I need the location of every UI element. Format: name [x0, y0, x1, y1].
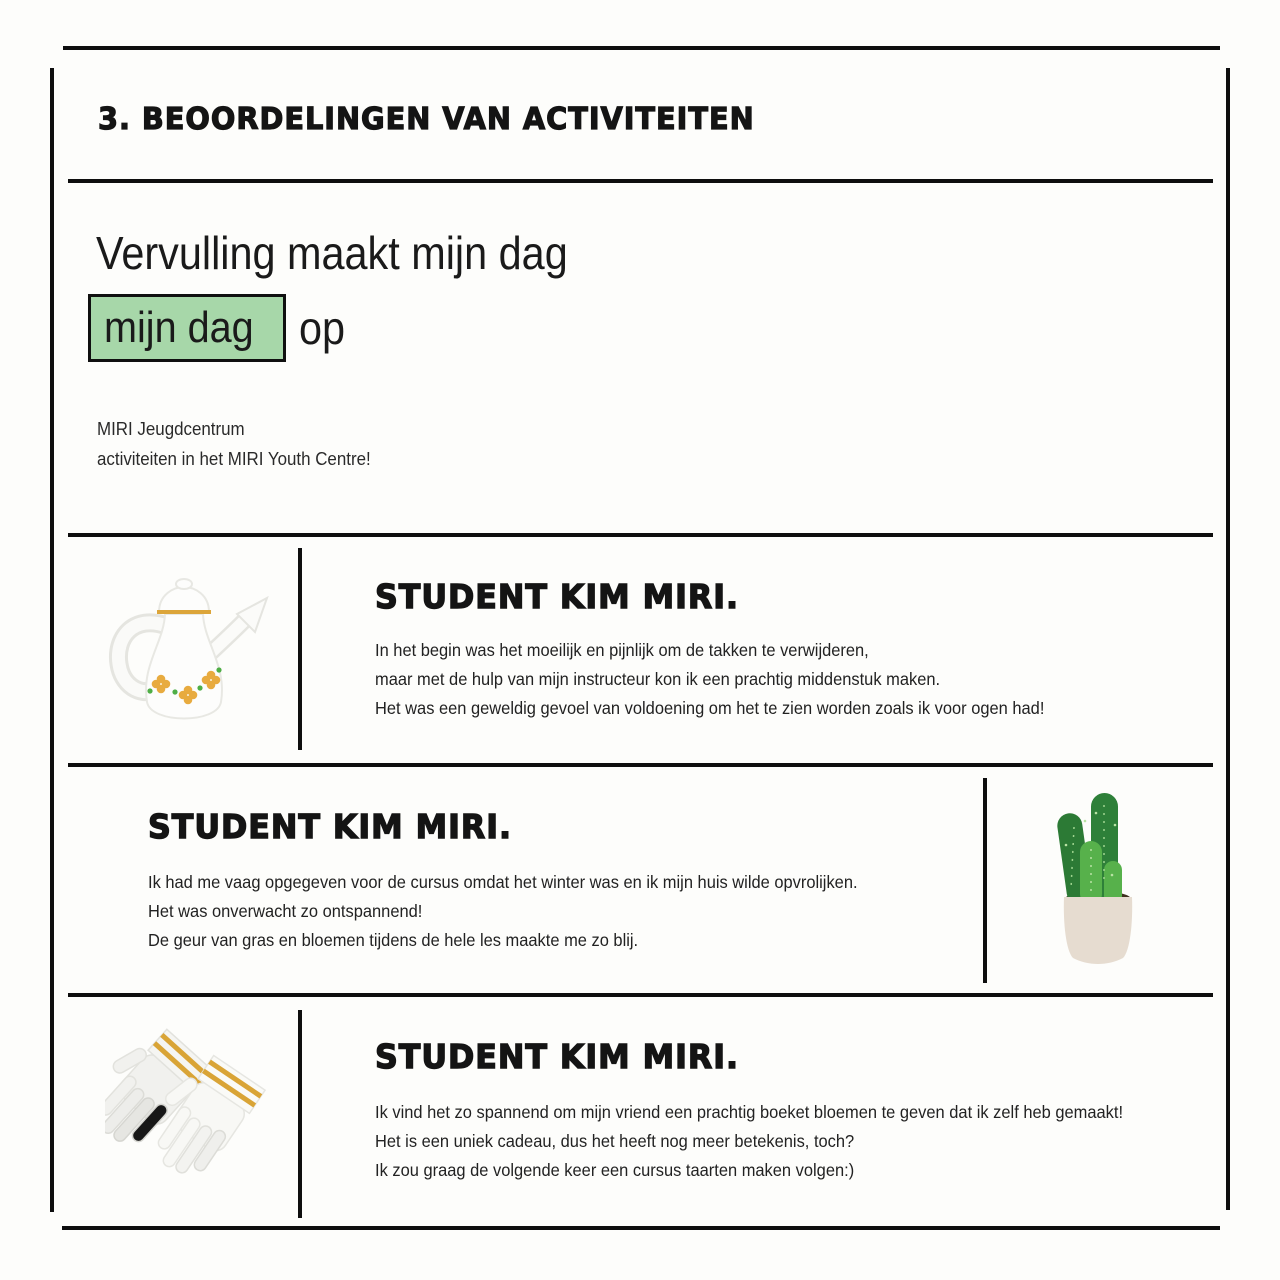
testimonial2-line2: Het was onverwacht zo ontspannend!: [148, 901, 423, 921]
hero-title-tail: op: [299, 302, 346, 354]
section2-top-line: [68, 763, 1213, 767]
cactus-illustration: [1038, 785, 1158, 970]
testimonial1-line2: maar met de hulp van mijn instructeur kon ik een prachtig middenstuk maken.: [375, 669, 941, 689]
testimonial3-heading: STUDENT KIM MIRI.: [375, 1037, 739, 1076]
hero-subtitle-line2: activiteiten in het MIRI Youth Centre!: [97, 449, 371, 469]
highlighted-text-box: [88, 294, 286, 362]
header-underline: [68, 179, 1213, 183]
testimonial2-line3: De geur van gras en bloemen tijdens de hele les maakte me zo blij.: [148, 930, 639, 950]
testimonial1-heading: STUDENT KIM MIRI.: [375, 577, 739, 616]
hero-subtitle: [97, 414, 371, 474]
hero-title-line1: Vervulling maakt mijn dag: [96, 227, 568, 279]
testimonial3-line3: Ik zou graag de volgende keer een cursus taarten maken volgen:): [375, 1160, 855, 1180]
testimonial3-line1: Ik vind het zo spannend om mijn vriend een prachtig boeket bloemen te geven dat ik zelf heb gemaakt!: [375, 1102, 1124, 1122]
section3-top-line: [68, 993, 1213, 997]
section1-divider: [298, 548, 302, 750]
testimonial3-line2: Het is een uniek cadeau, dus het heeft nog meer betekenis, toch?: [375, 1131, 855, 1151]
frame-right-line: [1226, 68, 1230, 1210]
section2-divider: [983, 778, 987, 983]
section1-top-line: [68, 533, 1213, 537]
testimonial2-line1: Ik had me vaag opgegeven voor de cursus omdat het winter was en ik mijn huis wilde opvrolijken.: [148, 872, 858, 892]
watering-can-illustration: [103, 568, 275, 745]
frame-bottom-line: [62, 1226, 1220, 1230]
testimonial2-text: [148, 868, 858, 955]
frame-top-line: [63, 46, 1220, 50]
page-title: 3. BEOORDELINGEN VAN ACTIVITEITEN: [98, 102, 755, 137]
hero-title-line2: [88, 294, 350, 362]
gloves-illustration: [105, 1028, 280, 1200]
hero-subtitle-line1: MIRI Jeugdcentrum: [97, 419, 245, 439]
section3-divider: [298, 1010, 302, 1218]
highlighted-text: mijn dag: [104, 303, 254, 352]
frame-left-line: [50, 68, 54, 1212]
testimonial1-line1: In het begin was het moeilijk en pijnlijk om de takken te verwijderen,: [375, 640, 869, 660]
testimonial3-text: [375, 1098, 1123, 1185]
testimonial1-line3: Het was een geweldig gevoel van voldoening om het te zien worden zoals ik voor ogen had!: [375, 698, 1045, 718]
testimonial2-heading: STUDENT KIM MIRI.: [148, 807, 512, 846]
testimonial1-text: [375, 636, 1044, 723]
